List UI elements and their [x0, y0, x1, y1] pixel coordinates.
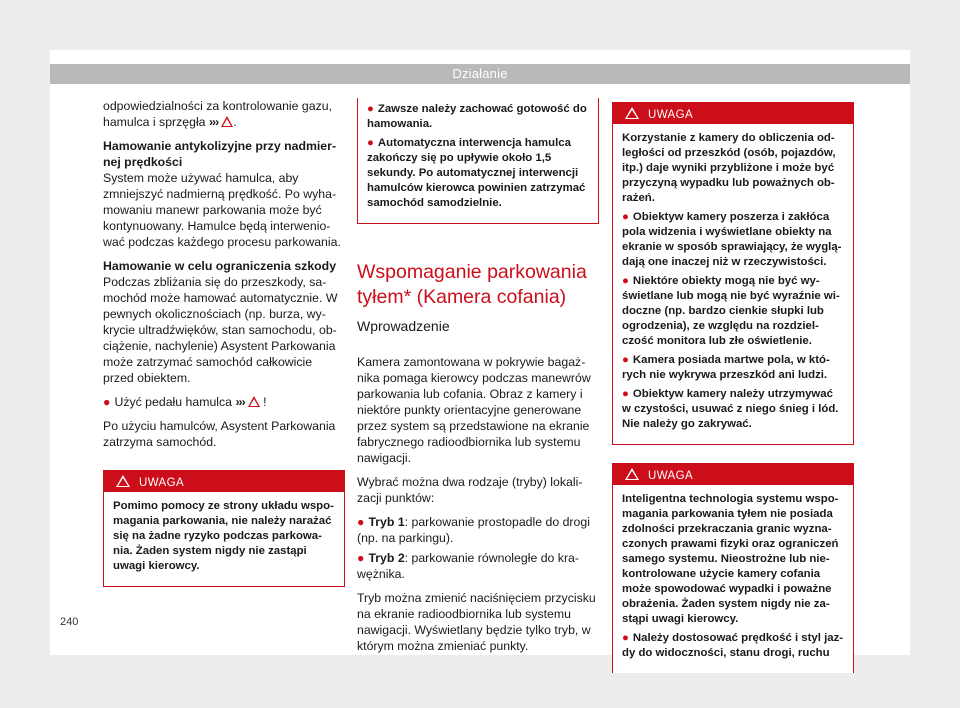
- warning-header: [613, 464, 853, 485]
- mode-text: : parkowanie prostopadle do drogi (np. na parkingu).: [357, 515, 590, 545]
- warning-item-text: Automatyczna interwencja hamulca zakończy się po upływie około 1,5 sekundy. Po automatycznej interwencji hamulców kierowca powinien zatrzymać samochód samodzielnie.: [367, 137, 586, 209]
- warning-item: [622, 387, 844, 432]
- bullet-icon: ●: [103, 395, 111, 409]
- warning-body: [613, 485, 853, 673]
- warning-item-text: Kamera posiada martwe pola, w których nie wykrywa przeszkód ani ludzi.: [622, 354, 830, 381]
- paragraph: odpowiedzialności za kontrolowanie gazu, hamulca i sprzęgła ››› .: [103, 99, 332, 129]
- header-band: [50, 64, 910, 84]
- bullet-icon: ●: [622, 275, 629, 287]
- warning-icon: [625, 107, 639, 119]
- warning-item: [622, 353, 844, 383]
- warning-text: Inteligentna technologia systemu wspomagania parkowania tyłem nie posiada zdolności przekraczania granic wyznaczonych prawami fizyki oraz ograniczeń samego systemu. Nieostrożne lub niekontrolowane użycie kamery cofania może spowodować wypadki i poważne obrażenia. Żaden system nigdy nie zastąpi uwagi kierowcy.: [622, 493, 839, 625]
- bullet-icon: ●: [357, 515, 365, 529]
- paragraph: Tryb można zmienić naciśnięciem przycisku na ekranie radioodbiornika lub systemu nawigacji. Wyświetlany będzie tylko tryb, w którym można zmieniać punkty.: [357, 591, 596, 653]
- column-left: [103, 98, 345, 587]
- warning-icon[interactable]: [248, 396, 260, 407]
- list-item-text: Użyć pedału hamulca: [114, 395, 233, 409]
- warning-box: [612, 102, 854, 445]
- chapter-heading: Wspomaganie parkowania tyłem* (Kamera cofania): [357, 261, 587, 308]
- paragraph: Kamera zamontowana w pokrywie bagażnika pomaga kierowcy podczas manewrów parkowania lub cofania. Obraz z kamery i niektóre punkty orientacyjne generowane przez system są przedstawione na ekranie fabrycznego radioodbiornika lub systemu nawigacji.: [357, 355, 591, 465]
- column-middle: [357, 98, 599, 662]
- warning-item-text: Należy dostosować prędkość i styl jazdy do widoczności, stanu drogi, ruchu: [622, 632, 844, 659]
- warning-body: [613, 124, 853, 444]
- section-heading: Hamowanie w celu ograniczenia szkody: [103, 259, 337, 273]
- mode-text: : parkowanie równoległe do krawężnika.: [357, 551, 579, 581]
- paragraph: Wybrać można dwa rodzaje (tryby) lokalizacji punktów:: [357, 475, 583, 505]
- bullet-icon: ●: [357, 551, 365, 565]
- warning-item-text: Zawsze należy zachować gotowość do hamowania.: [367, 103, 587, 130]
- list-item: [357, 514, 599, 546]
- warning-icon: [116, 475, 130, 487]
- bullet-icon: ●: [367, 103, 374, 115]
- warning-item: [622, 274, 844, 349]
- paragraph: Po użyciu hamulców, Asystent Parkowania zatrzyma samochód.: [103, 419, 336, 449]
- column-right: [612, 98, 854, 673]
- warning-item: [367, 102, 589, 132]
- bullet-icon: ●: [622, 632, 629, 644]
- warning-icon: [625, 468, 639, 480]
- arrow-link[interactable]: ›››: [235, 395, 245, 409]
- warning-text: Korzystanie z kamery do obliczenia odległości od przeszkód (osób, pojazdów, itp.) daje wyniki przybliżone i może być przyczyną wypadku lub poważnych obrażeń.: [622, 132, 836, 204]
- bullet-icon: ●: [622, 211, 629, 223]
- warning-icon[interactable]: [221, 116, 233, 127]
- section-heading: Hamowanie antykolizyjne przy nadmiernej prędkości: [103, 139, 337, 169]
- warning-body: [358, 98, 598, 223]
- warning-header: [613, 103, 853, 124]
- subheading: Wprowadzenie: [357, 318, 450, 334]
- warning-label: UWAGA: [648, 109, 694, 121]
- warning-box: [612, 463, 854, 673]
- warning-label: UWAGA: [139, 477, 185, 489]
- warning-body: [104, 492, 344, 586]
- bullet-icon: ●: [367, 137, 374, 149]
- warning-header: [104, 471, 344, 492]
- paragraph: Podczas zbliżania się do przeszkody, samochód może hamować automatycznie. W pewnych okolicznościach (np. burza, wykrycie ultradźwięków, stan samochodu, obciążenie, nachylenie) Asystent Parkowania może zatrzymać samochód całkowicie przed obiektem.: [103, 275, 338, 385]
- warning-item-text: Obiektyw kamery należy utrzymywać w czystości, usuwać z niego śnieg i lód. Nie należy go zakrywać.: [622, 388, 839, 430]
- mode-label: Tryb 1: [368, 515, 405, 529]
- bullet-icon: ●: [622, 354, 629, 366]
- list-item-end: !: [263, 395, 267, 409]
- warning-box-continued: [357, 98, 599, 224]
- page-title: Działanie: [452, 66, 508, 81]
- page-number: 240: [60, 616, 79, 628]
- warning-box: [103, 470, 345, 587]
- list-item: [357, 550, 599, 582]
- mode-label: Tryb 2: [368, 551, 405, 565]
- paragraph-text: odpowiedzialności za kontrolowanie gazu, hamulca i sprzęgła: [103, 99, 332, 129]
- warning-text: Pomimo pomocy ze strony układu wspomagania parkowania, nie należy narażać się na żadne ryzyko podczas parkowania. Żaden system nigdy nie zastąpi uwagi kierowcy.: [113, 500, 334, 572]
- warning-item-text: Niektóre obiekty mogą nie być wyświetlane lub mogą nie być wyraźnie widoczne (np. bardzo cienkie słupki lub ogrodzenia), ze względu na rozdzielczość monitora lub złe oświetlenie.: [622, 275, 840, 347]
- bullet-icon: ●: [622, 388, 629, 400]
- warning-item: [622, 210, 844, 270]
- warning-label: UWAGA: [648, 470, 694, 482]
- warning-item: [622, 631, 844, 661]
- list-item: [103, 394, 345, 410]
- paragraph: System może używać hamulca, aby zmniejszyć nadmierną prędkość. Po wyhamowaniu manewr parkowania może być kontynuowany. Hamulce będą interweniować podczas każdego procesu parkowania.: [103, 171, 341, 249]
- warning-item-text: Obiektyw kamery poszerza i zakłóca pola widzenia i wyświetlane obiekty na ekranie w sposób sprawiający, że wyglądają one inaczej niż w rzeczywistości.: [622, 211, 842, 268]
- warning-item: [367, 136, 589, 211]
- arrow-link[interactable]: ›››: [208, 115, 219, 129]
